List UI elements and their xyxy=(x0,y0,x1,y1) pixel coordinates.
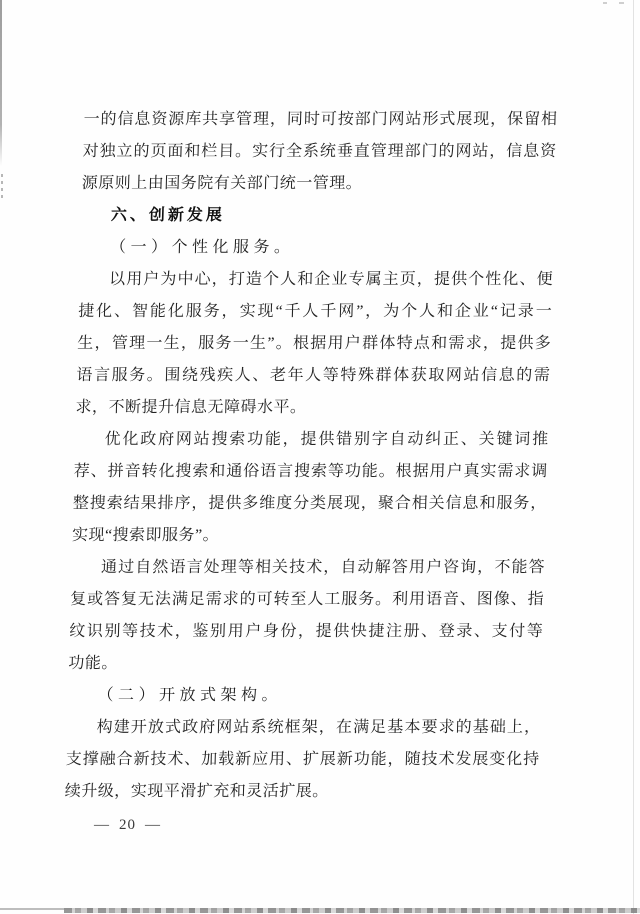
scan-artifact-speck xyxy=(603,2,607,4)
text-line: 荐、拼音转化搜索和通俗语言搜索等功能。根据用户真实需求调 xyxy=(73,463,548,480)
text-line: 源原则上由国务院有关部门统一管理。 xyxy=(81,175,363,192)
text-line: 生，管理一生，服务一生”。根据用户群体特点和需求，提供多 xyxy=(77,335,552,352)
text-line: 一的信息资源库共享管理，同时可按部门网站形式展现，保留相 xyxy=(83,111,558,128)
scan-artifact-bottom-marks xyxy=(64,908,640,913)
text-line: （二）开放式架构。 xyxy=(97,687,283,704)
footer-dash-right: — xyxy=(145,817,161,833)
text-line: 以用户为中心，打造个人和企业专属主页，提供个性化、便 xyxy=(108,271,554,288)
text-line: 捷化、智能化服务，实现“千人千网”，为个人和企业“记录一 xyxy=(77,303,553,320)
text-line: 对独立的页面和栏目。实行全系统垂直管理部门的网站，信息资 xyxy=(82,143,557,160)
text-line: 复或答复无法满足需求的可转至人工服务。利用语音、图像、指 xyxy=(69,591,545,608)
footer-dash-left: — xyxy=(94,817,110,833)
scan-artifact-left-specks xyxy=(1,170,3,198)
document-body-text xyxy=(64,104,558,808)
scan-artifact-speck xyxy=(619,2,624,4)
page-footer xyxy=(94,814,161,836)
text-line: 整搜索结果排序，提供多维度分类展现，聚合相关信息和服务， xyxy=(72,495,548,512)
text-line: 求，不断提升信息无障碍水平。 xyxy=(75,399,307,416)
text-line: 功能。 xyxy=(68,655,119,672)
text-line: 构建开放式政府网站系统框架，在满足基本要求的基础上， xyxy=(96,719,541,736)
text-line: 优化政府网站搜索功能，提供错别字自动纠正、关键词推 xyxy=(104,431,549,448)
scan-artifact-right-edge xyxy=(633,0,634,914)
text-line: （一）个性化服务。 xyxy=(109,239,295,256)
text-line: 续升级，实现平滑扩充和灵活扩展。 xyxy=(64,783,330,800)
scan-artifact-left-edge xyxy=(0,0,2,166)
text-line: 通过自然语言处理等相关技术，自动解答用户咨询，不能答 xyxy=(100,559,546,576)
text-line: 语言服务。围绕残疾人、老年人等特殊群体获取网站信息的需 xyxy=(76,367,551,384)
text-line: 实现“搜索即服务”。 xyxy=(71,527,220,544)
text-line: 纹识别等技术，鉴别用户身份，提供快捷注册、登录、支付等 xyxy=(69,623,544,640)
text-line: 六、创新发展 xyxy=(110,207,226,224)
text-line: 支撑融合新技术、加载新应用、扩展新功能，随技术发展变化持 xyxy=(65,751,540,768)
page-number: 20 xyxy=(119,817,136,833)
